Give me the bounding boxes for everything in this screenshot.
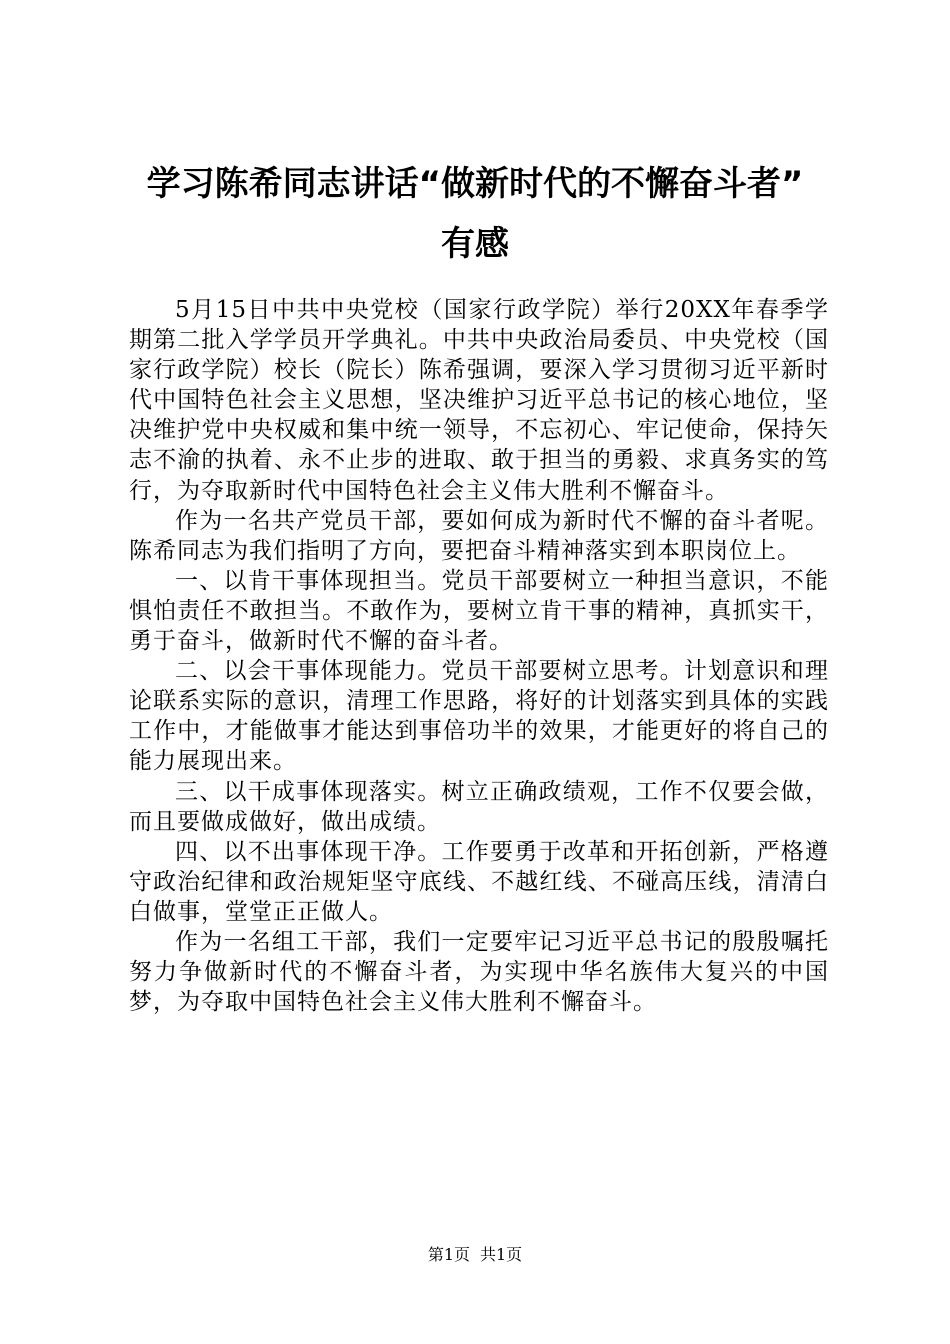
paragraph: 四、以不出事体现干净。工作要勇于改革和开拓创新，严格遵守政治纪律和政治规矩坚守底线、不越红线、不碰高压线，清清白白做事，堂堂正正做人。 bbox=[129, 838, 829, 925]
document-title-line-1: 学习陈希同志讲话“做新时代的不懈奋斗者” bbox=[146, 164, 804, 204]
page-footer bbox=[0, 1245, 950, 1265]
paragraph: 一、以肯干事体现担当。党员干部要树立一种担当意识，不能惧怕责任不敢担当。不敢作为，要树立肯干事的精神，真抓实干，勇于奋斗，做新时代不懈的奋斗者。 bbox=[129, 567, 829, 655]
document-body bbox=[129, 295, 829, 1017]
paragraph: 作为一名共产党员干部，要如何成为新时代不懈的奋斗者呢。陈希同志为我们指明了方向，要把奋斗精神落实到本职岗位上。 bbox=[129, 507, 829, 564]
page-number: 第1页 bbox=[427, 1245, 470, 1264]
page-total: 共1页 bbox=[480, 1245, 523, 1264]
document-title-line-2: 有感 bbox=[441, 224, 509, 264]
paragraph: 5月15日中共中央党校（国家行政学院）举行20XX年春季学期第二批入学学员开学典礼。中共中央政治局委员、中央党校（国家行政学院）校长（院长）陈希强调，要深入学习贯彻习近平新时代中国特色社会主义思想，坚决维护习近平总书记的核心地位，坚决维护党中央权威和集中统一领导，不忘初心、牢记使命，保持矢志不渝的执着、永不止步的进取、敢于担当的勇毅、求真务实的笃行，为夺取新时代中国特色社会主义伟大胜利不懈奋斗。 bbox=[129, 297, 829, 504]
paragraph: 作为一名组工干部，我们一定要牢记习近平总书记的殷殷嘱托努力争做新时代的不懈奋斗者，为实现中华名族伟大复兴的中国梦，为夺取中国特色社会主义伟大胜利不懈奋斗。 bbox=[129, 928, 829, 1016]
paragraph: 二、以会干事体现能力。党员干部要树立思考。计划意识和理论联系实际的意识，清理工作思路，将好的计划落实到具体的实践工作中，才能做事才能达到事倍功半的效果，才能更好的将自己的能力展现出来。 bbox=[129, 658, 829, 775]
paragraph: 三、以干成事体现落实。树立正确政绩观，工作不仅要会做，而且要做成做好，做出成绩。 bbox=[129, 778, 829, 835]
